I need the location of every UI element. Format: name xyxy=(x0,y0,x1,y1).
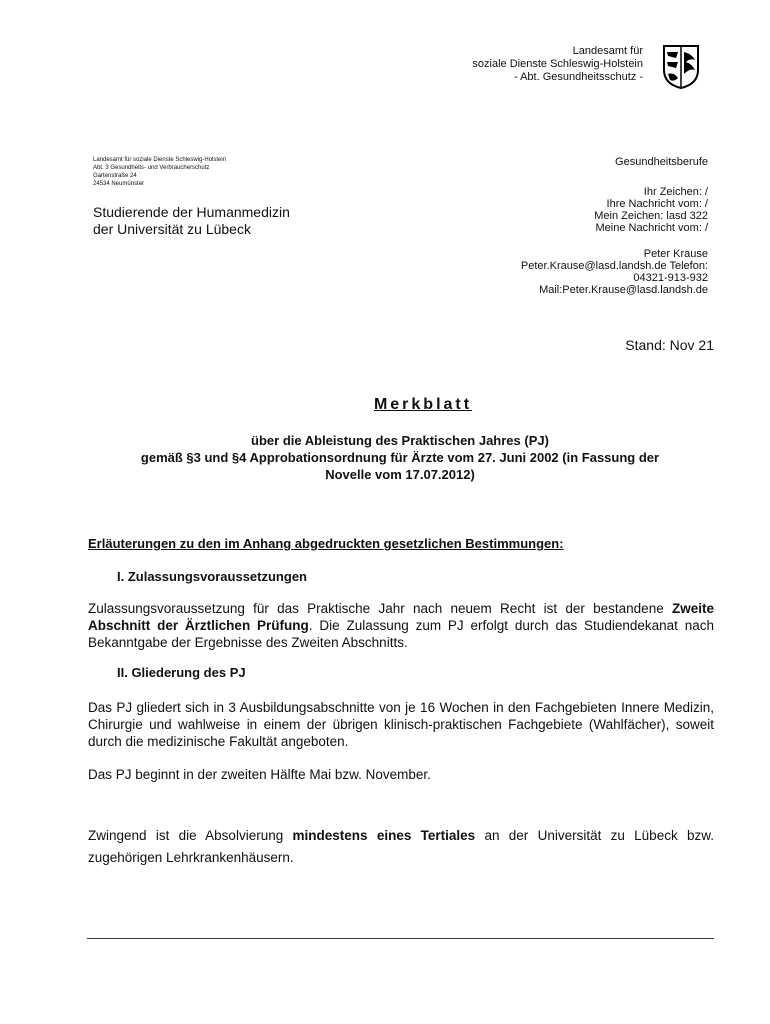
section-2-paragraph-2: Das PJ beginnt in der zweiten Hälfte Mai bzw. November. xyxy=(88,767,431,782)
section-1-text-a: Zulassungsvoraussetzung für das Praktische Jahr nach neuem Recht ist der bestandene xyxy=(88,601,672,616)
section-1-text-b: . Die Zulassung zum PJ erfolgt durch das Studiendekanat nach Bekanntgabe der Ergebnisse des Zweiten Abschnitts. xyxy=(88,618,714,650)
section-1-heading: I. Zulassungsvoraussetzungen xyxy=(117,569,307,584)
section-2-para3-bold: mindestens eines Tertiales xyxy=(292,828,476,843)
coat-of-arms-icon xyxy=(662,44,700,89)
reference-block xyxy=(368,186,708,234)
contact-block xyxy=(368,248,708,296)
department: Gesundheitsberufe xyxy=(615,156,708,168)
section-heading: Erläuterungen zu den im Anhang abgedruckten gesetzlichen Bestimmungen: xyxy=(88,536,564,551)
section-2-paragraph-1: Das PJ gliedert sich in 3 Ausbildungsabschnitte von je 16 Wochen in den Fachgebieten Innere Medizin, Chirurgie und wahlweise in einem der übrigen klinisch-praktischen Fachgebiete (Wahlfächer), soweit durch die medizinische Fakultät angeboten. xyxy=(88,700,714,749)
contact-phone: 04321-913-932 xyxy=(633,272,708,284)
stand-date: Stand: Nov 21 xyxy=(625,337,714,353)
section-2-para3-b: an der Universität zu Lübeck bzw. zugehörigen Lehrkrankenhäusern. xyxy=(88,828,715,865)
recipient-address xyxy=(93,204,290,238)
section-1-paragraph xyxy=(88,600,714,651)
sender-address xyxy=(93,156,226,188)
subtitle-line-1: über die Ableistung des Praktischen Jahres (PJ) xyxy=(251,433,549,448)
recipient-line-2: der Universität zu Lübeck xyxy=(93,221,251,237)
section-2-heading: II. Gliederung des PJ xyxy=(117,665,246,680)
section-1-text-bold: Zweite Abschnitt der Ärztlichen Prüfung xyxy=(88,601,714,633)
subtitle-line-3: Novelle vom 17.07.2012) xyxy=(325,467,475,482)
ref-your-message: Ihre Nachricht vom: / xyxy=(606,198,708,210)
contact-email-phone-label: Peter.Krause@lasd.landsh.de Telefon: xyxy=(520,260,708,272)
ref-my-message: Meine Nachricht vom: / xyxy=(595,222,708,234)
contact-mail: Mail:Peter.Krause@lasd.landsh.de xyxy=(539,284,708,296)
subtitle-line-2: gemäß §3 und §4 Approbationsordnung für Ärzte vom 27. Juni 2002 (in Fassung der xyxy=(140,450,660,465)
sender-line-3: Gartenstraße 24 xyxy=(93,173,137,179)
sender-line-2: Abt. 3 Gesundheits- und Verbraucherschutz xyxy=(93,165,210,171)
contact-name: Peter Krause xyxy=(643,248,708,260)
letterhead-line-2: soziale Dienste Schleswig-Holstein xyxy=(472,58,643,70)
document-subtitle xyxy=(80,432,720,483)
letterhead xyxy=(343,45,643,84)
sender-line-1: Landesamt für soziale Dienste Schleswig-Holstein xyxy=(93,157,227,163)
section-2-paragraph-3 xyxy=(88,825,714,869)
ref-my-sign: Mein Zeichen: lasd 322 xyxy=(594,210,708,222)
document-title: Merkblatt xyxy=(373,396,473,413)
sender-line-4: 24534 Neumünster xyxy=(93,181,145,187)
section-2-para3-a: Zwingend ist die Absolvierung xyxy=(88,828,293,843)
recipient-line-1: Studierende der Humanmedizin xyxy=(93,204,290,220)
letterhead-line-3: - Abt. Gesundheitsschutz - xyxy=(513,71,643,83)
footer-divider xyxy=(87,938,714,939)
ref-your-sign: Ihr Zeichen: / xyxy=(643,186,708,198)
letterhead-line-1: Landesamt für xyxy=(572,45,643,57)
